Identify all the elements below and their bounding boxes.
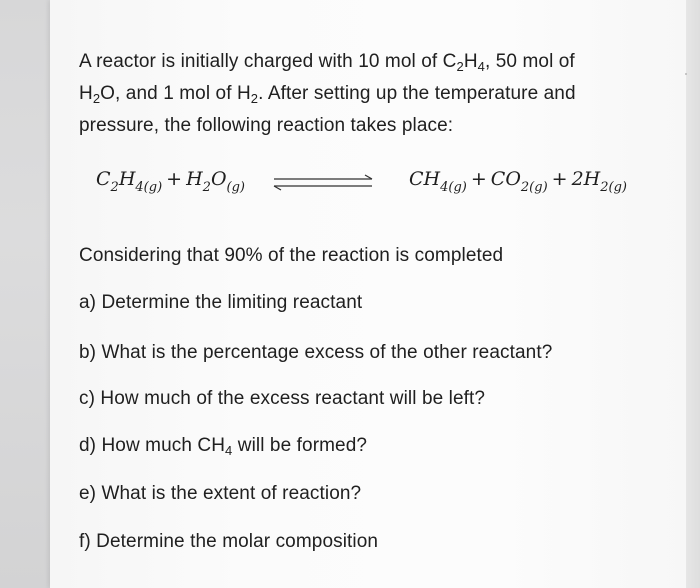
subscript: 2 [250, 91, 259, 106]
subscript: 2 [92, 91, 101, 106]
speck [685, 73, 687, 75]
intro-text: , 50 mol of [485, 51, 575, 72]
problem-statement [79, 46, 679, 142]
question-d: d) How much $CH_4$ will be formed? [79, 435, 368, 458]
plus-sign: + [166, 168, 183, 190]
subscript: 4 [225, 443, 233, 458]
intro-text: . After setting up the temperature and [258, 83, 576, 104]
question-f: f) Determine the molar composition [79, 531, 379, 552]
chemical-equation [0, 164, 700, 204]
question-e: e) What is the extent of reaction? [79, 483, 362, 504]
subscript: 2 [456, 59, 464, 74]
equation-products: $CH_{4(g)} + CO_{2(g)} + 2H_{2(g)}$ [409, 168, 627, 195]
question-lead: Considering that 90% of the reaction is completed [79, 245, 504, 266]
plus-sign: + [470, 168, 487, 190]
intro-text: A reactor is initially charged with 10 mol of C [79, 51, 457, 72]
question-c: c) How much of the excess reactant will be left? [79, 388, 486, 409]
intro-text: pressure, the following reaction takes place: [79, 115, 454, 136]
right-margin [686, 0, 700, 588]
equation-reactants: $C_2H_{4(g)} + H_2O_{(g)}$ [96, 168, 245, 195]
question-b: b) What is the percentage excess of the other reactant? [79, 342, 553, 363]
intro-text: O, and 1 mol of H [100, 83, 251, 104]
plus-sign: + [551, 168, 568, 190]
question-a: a) Determine the limiting reactant [79, 292, 363, 313]
intro-text: H [79, 83, 93, 104]
subscript: 4 [477, 59, 485, 74]
intro-text: H [463, 51, 478, 72]
equilibrium-arrow-icon [270, 172, 378, 194]
